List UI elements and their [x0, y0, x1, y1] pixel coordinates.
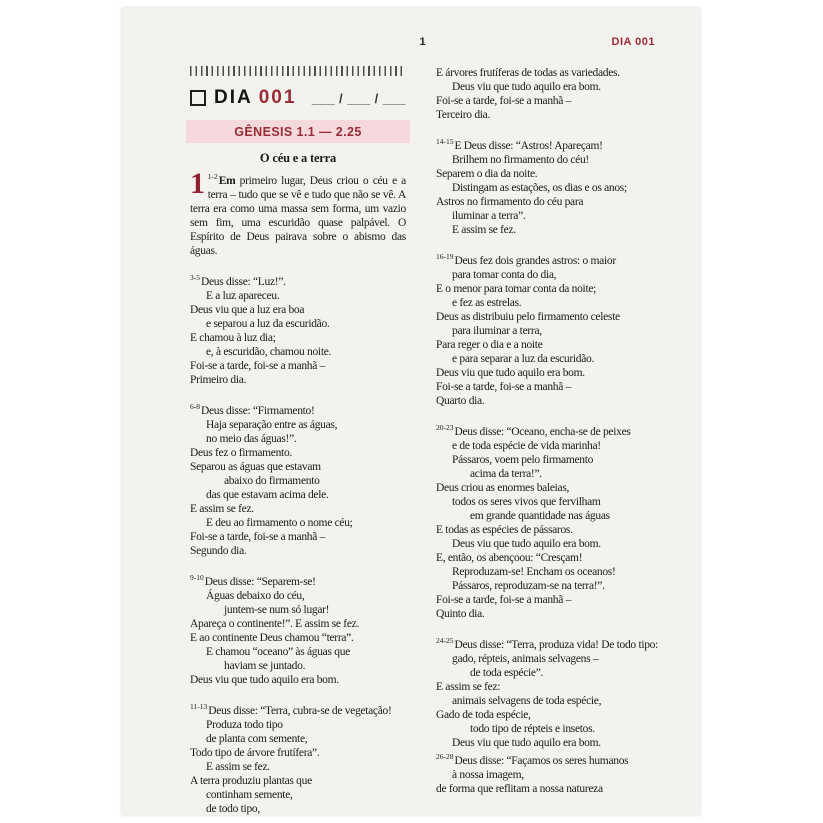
verse-line [190, 631, 406, 645]
verse-line [190, 617, 406, 631]
verse-text: E chamou “oceano” às águas que [206, 646, 350, 658]
verse-text: Gado de toda espécie, [436, 709, 531, 721]
verse-line [436, 768, 655, 782]
verse-line [436, 565, 655, 579]
verse-text: Apareça o continente!”. E assim se fez. [190, 618, 360, 630]
verse-text: Foi-se a tarde, foi-se a manhã – [190, 531, 326, 543]
stanza [190, 400, 406, 558]
verse-line [436, 523, 655, 537]
verse-text: Foi-se a tarde, foi-se a manhã – [436, 381, 572, 393]
verse-line [190, 589, 406, 603]
verse-line [436, 467, 655, 481]
section-heading: O céu e a terra [259, 151, 337, 165]
verse-text: de toda espécie”. [470, 667, 544, 679]
stanza [190, 700, 406, 816]
verse-text: todo tipo de répteis e insetos. [470, 723, 595, 735]
verse-text: das que estavam acima dele. [206, 489, 329, 501]
verse-text: Deus viu que tudo aquilo era bom. [436, 367, 585, 379]
verse-text: à nossa imagem, [452, 769, 524, 781]
verse-text: animais selvagens de toda espécie, [452, 695, 602, 707]
verse-line [190, 732, 406, 746]
verse-line [190, 502, 406, 516]
verse-line [190, 774, 406, 788]
verse-line [190, 788, 406, 802]
verse-line [436, 268, 655, 282]
verse-line [436, 666, 655, 680]
verse-line [190, 746, 406, 760]
verse-line [436, 708, 655, 722]
verse-line [190, 530, 406, 544]
verse-text: e separou a luz da escuridão. [206, 318, 330, 330]
verse-text: A terra produziu plantas que [190, 775, 312, 787]
verse-text: de todo tipo, [206, 803, 260, 815]
verse-number: 26-28 [436, 752, 454, 761]
verse-line [436, 209, 655, 223]
verse-number: 20-23 [436, 423, 454, 432]
day-label: DIA [214, 87, 253, 108]
verse-text: E árvores frutíferas de todas as variedades. [436, 67, 620, 79]
verse-number: 11-13 [190, 702, 208, 711]
verse-text: Deus criou as enormes baleias, [436, 482, 570, 494]
verse-line [190, 474, 406, 488]
verse-text: Deus disse: “Luz!”. [201, 276, 286, 288]
verse-text: de forma que reflitam a nossa natureza [436, 783, 603, 795]
verse-text: Deus disse: “Firmamento! [201, 405, 315, 417]
verse-line [436, 282, 655, 296]
verse-line [436, 680, 655, 694]
verse-text: Separou as águas que estavam [190, 461, 321, 473]
verse-text: Quinto dia. [436, 608, 485, 620]
verse-line [436, 195, 655, 209]
verse-text: Deus viu que tudo aquilo era bom. [452, 538, 601, 550]
verse-text: Produza todo tipo [206, 719, 283, 731]
verse-line [190, 460, 406, 474]
verse-text: no meio das águas!”. [206, 433, 297, 445]
verse-line [436, 250, 655, 268]
verse-text: E deu ao firmamento o nome céu; [206, 517, 353, 529]
verse-line [190, 317, 406, 331]
verse-text: Para reger o dia e a noite [436, 339, 543, 351]
stanza [436, 634, 659, 796]
reading-reference-banner: GÊNESIS 1.1 — 2.25 [186, 120, 410, 143]
verse-line [436, 579, 655, 593]
verse-text: E o menor para tomar conta da noite; [436, 283, 597, 295]
intro-paragraph [190, 167, 406, 258]
chapter-number-dropcap: 1 [190, 167, 205, 200]
verse-text: E assim se fez. [452, 224, 516, 236]
stanza [436, 135, 655, 237]
verse-line [436, 380, 655, 394]
date-fill-in-field[interactable]: ___ / ___ / ___ [311, 90, 406, 106]
verse-text: Segundo dia. [190, 545, 247, 557]
verse-line [436, 722, 655, 736]
verse-line [190, 760, 406, 774]
verse-text: e para separar a luz da escuridão. [452, 353, 595, 365]
verse-text: E todas as espécies de pássaros. [436, 524, 573, 536]
verse-line [436, 652, 655, 666]
stanza [436, 66, 655, 122]
verse-text: Astros no firmamento do céu para [436, 196, 584, 208]
verse-text: Deus disse: “Terra, produza vida! De todo tipo: [454, 639, 659, 651]
verse-line [436, 338, 655, 352]
verse-text: Todo tipo de árvore frutífera”. [190, 747, 320, 759]
verse-text: para iluminar a terra, [452, 325, 542, 337]
verse-text: Pássaros, voem pelo firmamento [452, 454, 594, 466]
verse-line [436, 551, 655, 565]
verse-text: Deus viu que a luz era boa [190, 304, 305, 316]
stanza [436, 250, 655, 408]
verse-line [436, 366, 655, 380]
verse-line [436, 352, 655, 366]
verse-text: todos os seres vivos que fervilham [452, 496, 601, 508]
verse-text: e, à escuridão, chamou noite. [206, 346, 332, 358]
intro-text: primeiro lugar, Deus criou o céu e a terra – tudo que se vê e tudo que não se vê. A terra era como uma massa sem forma, um vazio sem fim, uma escuridão quase palpável. O Espírito de Deus pairava sobre o abismo das águas. [190, 175, 406, 257]
verse-text: Deus disse: “Façamos os seres humanos [454, 755, 629, 767]
verse-text: E chamou à luz dia; [190, 332, 276, 344]
verse-line [436, 324, 655, 338]
verse-line [436, 481, 655, 495]
verse-number: 6-8 [190, 402, 200, 411]
verse-line [190, 271, 406, 289]
verse-text: continham semente, [206, 789, 293, 801]
verse-line [436, 108, 655, 122]
verse-line [436, 750, 655, 768]
verse-line [190, 345, 406, 359]
verse-line [436, 607, 655, 621]
running-head-day-label: DIA 001 [611, 36, 655, 48]
verse-line [436, 167, 655, 181]
verse-line [190, 400, 406, 418]
verse-number: 16-19 [436, 252, 454, 261]
verse-text: Deus fez dois grandes astros: o maior [454, 255, 616, 267]
verse-text: e fez as estrelas. [452, 297, 522, 309]
verse-line [436, 153, 655, 167]
verse-text: Foi-se a tarde, foi-se a manhã – [436, 95, 572, 107]
verse-text: E Deus disse: “Astros! Apareçam! [454, 140, 603, 152]
verse-text: iluminar a terra”. [452, 210, 526, 222]
verse-text: gado, répteis, animais selvagens – [452, 653, 599, 665]
verse-text: E a luz apareceu. [206, 290, 280, 302]
verse-line [190, 418, 406, 432]
verse-line [436, 310, 655, 324]
verse-line [190, 645, 406, 659]
intro-bold-start: Em [218, 175, 236, 187]
verse-line [190, 571, 406, 589]
verse-line [436, 296, 655, 310]
verse-line [436, 421, 655, 439]
verse-text: Separem o dia da noite. [436, 168, 538, 180]
verse-line [190, 673, 406, 687]
verse-line [190, 488, 406, 502]
verse-line [436, 94, 655, 108]
verse-text: Terceiro dia. [436, 109, 491, 121]
day-number: 001 [258, 87, 297, 108]
verse-line [190, 516, 406, 530]
verse-line [190, 303, 406, 317]
verse-line [190, 373, 406, 387]
verse-line [436, 593, 655, 607]
verse-line [190, 802, 406, 816]
running-head [190, 36, 655, 48]
column-gutter [406, 66, 436, 816]
verse-text: Brilhem no firmamento do céu! [452, 154, 589, 166]
verse-text: Deus viu que tudo aquilo era bom. [190, 674, 339, 686]
verse-line [190, 446, 406, 460]
verse-number: 9-10 [190, 573, 204, 582]
verse-text: Deus as distribuiu pelo firmamento celeste [436, 311, 620, 323]
verse-text: Quarto dia. [436, 395, 485, 407]
verse-text: acima da terra!”. [470, 468, 542, 480]
verse-text: e de toda espécie de vida marinha! [452, 440, 601, 452]
verse-number: 3-5 [190, 273, 200, 282]
verse-text: E assim se fez. [206, 761, 270, 773]
verse-line [436, 634, 659, 652]
verse-text: Foi-se a tarde, foi-se a manhã – [190, 360, 326, 372]
verse-text: Deus disse: “Separem-se! [204, 576, 316, 588]
verse-text: de planta com semente, [206, 733, 308, 745]
verse-line [190, 432, 406, 446]
verse-line [190, 718, 406, 732]
verse-line [436, 135, 655, 153]
left-column [190, 66, 406, 816]
verse-line [190, 544, 406, 558]
verse-text: E assim se fez. [190, 503, 254, 515]
verse-line [190, 603, 406, 617]
stanza [190, 271, 406, 387]
verse-number: 24-25 [436, 636, 454, 645]
verse-text: para tomar conta do dia, [452, 269, 557, 281]
verse-line [436, 439, 655, 453]
right-column [436, 66, 659, 816]
verse-text: E assim se fez: [436, 681, 501, 693]
verse-line [436, 537, 655, 551]
verse-text: Deus disse: “Oceano, encha-se de peixes [454, 426, 631, 438]
verse-line [190, 331, 406, 345]
verse-line [436, 181, 655, 195]
book-page [122, 8, 700, 815]
verse-text: haviam se juntado. [224, 660, 306, 672]
page-number: 1 [419, 36, 426, 48]
verse-text: Deus disse: “Terra, cubra-se de vegetação! [208, 705, 392, 717]
verse-line [436, 453, 655, 467]
verse-line [190, 289, 406, 303]
verse-line [436, 782, 655, 796]
verse-text: Haja separação entre as águas, [206, 419, 338, 431]
verse-text: Primeiro dia. [190, 374, 247, 386]
day-checkbox[interactable] [190, 90, 206, 106]
verse-text: em grande quantidade nas águas [470, 510, 610, 522]
verse-text: E ao continente Deus chamou “terra”. [190, 632, 354, 644]
two-column-layout [190, 66, 659, 816]
left-column-stanzas [190, 271, 406, 816]
verse-line [436, 694, 655, 708]
verse-text: E, então, os abençoou: “Cresçam! [436, 552, 583, 564]
verse-line [190, 359, 406, 373]
verse-text: Foi-se a tarde, foi-se a manhã – [436, 594, 572, 606]
verse-line [436, 66, 655, 80]
day-header [190, 86, 406, 110]
verse-number: 14-15 [436, 137, 454, 146]
verse-text: juntem-se num só lugar! [224, 604, 330, 616]
verse-line [436, 394, 655, 408]
stanza [190, 571, 406, 687]
stanza [436, 421, 655, 621]
verse-text: Deus viu que tudo aquilo era bom. [452, 737, 601, 749]
verse-text: Reproduzam-se! Encham os oceanos! [452, 566, 616, 578]
tick-marks-divider [190, 66, 406, 76]
right-column-stanzas [436, 66, 659, 796]
verse-text: Águas debaixo do céu, [206, 590, 305, 602]
verse-text: Pássaros, reproduzam-se na terra!”. [452, 580, 605, 592]
verse-line [190, 659, 406, 673]
verse-line [436, 223, 655, 237]
verse-text: Distingam as estações, os dias e os anos; [452, 182, 627, 194]
verse-text: Deus viu que tudo aquilo era bom. [452, 81, 601, 93]
verse-text: abaixo do firmamento [224, 475, 320, 487]
verse-line [190, 700, 406, 718]
verse-line [436, 736, 655, 750]
verse-line [436, 495, 655, 509]
verse-number: 1-2 [207, 172, 218, 181]
verse-line [436, 509, 655, 523]
verse-line [436, 80, 655, 94]
verse-text: Deus fez o firmamento. [190, 447, 292, 459]
